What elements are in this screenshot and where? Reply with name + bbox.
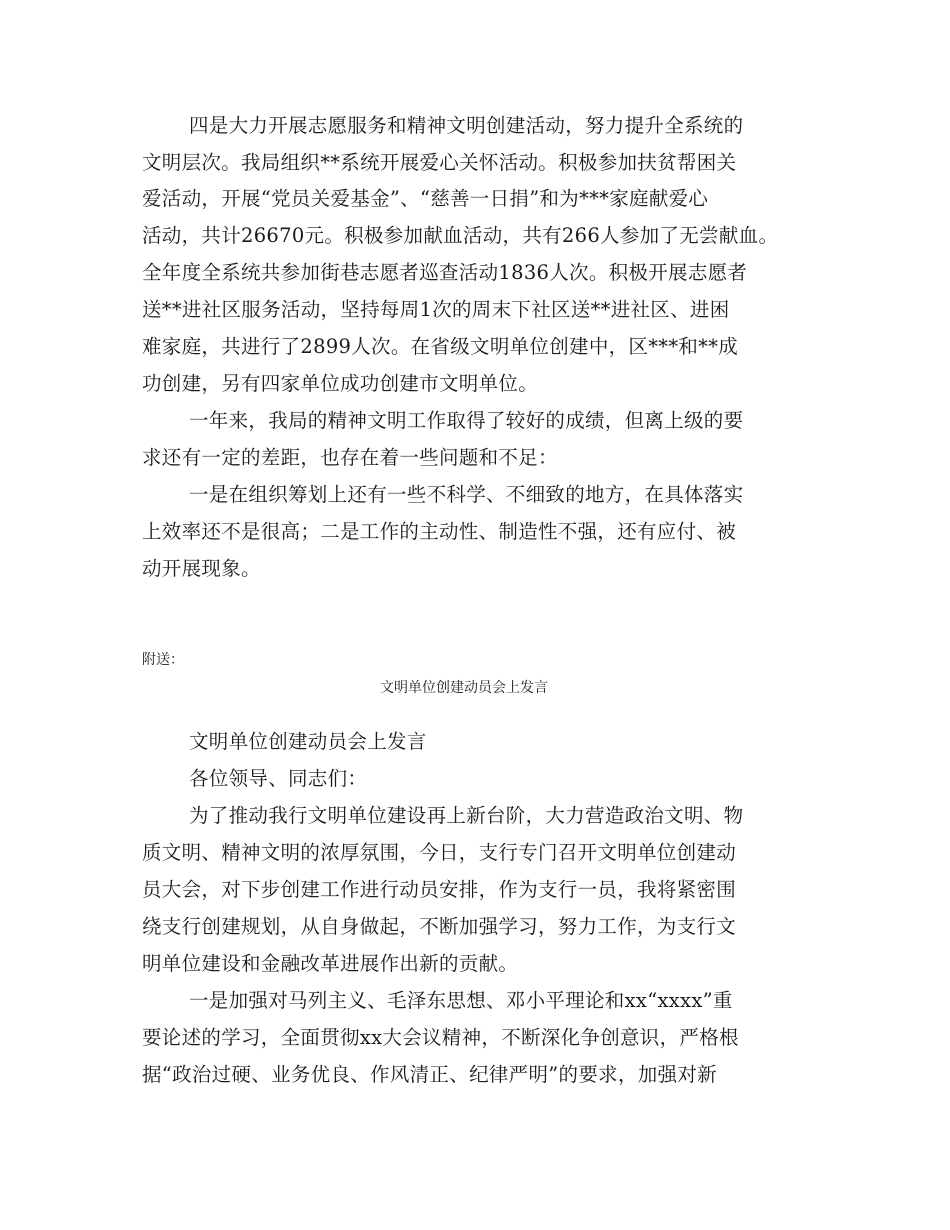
paragraph-line: 绕支行创建规划，从自身做起，不断加强学习，努力工作，为支行文 [142, 915, 737, 938]
paragraph-line: 全年度全系统共参加街巷志愿者巡查活动1836人次。积极开展志愿者 [142, 261, 748, 284]
paragraph-line: 员大会，对下步创建工作进行动员安排，作为支行一员，我将紧密围 [142, 878, 737, 901]
paragraph-line: 一年来，我局的精神文明工作取得了较好的成绩，但离上级的要 [189, 409, 744, 432]
paragraph-line: 文明层次。我局组织**系统开展爱心关怀活动。积极参加扶贫帮困关 [142, 151, 737, 174]
paragraph-line: 上效率还不是很高；二是工作的主动性、制造性不强，还有应付、被 [142, 520, 737, 543]
paragraph-line: 要论述的学习，全面贯彻xx大会议精神，不断深化争创意识，严格根 [142, 1026, 739, 1049]
paragraph-line: 为了推动我行文明单位建设再上新台阶，大力营造政治文明、物 [189, 804, 744, 827]
paragraph-line: 一是在组织筹划上还有一些不科学、不细致的地方，在具体落实 [189, 483, 744, 506]
paragraph-line: 文明单位创建动员会上发言 [189, 730, 427, 753]
paragraph-line: 送**进社区服务活动，坚持每周1次的周末下社区送**进社区、进困 [142, 298, 730, 321]
paragraph-line: 功创建，另有四家单位成功创建市文明单位。 [142, 372, 539, 395]
paragraph-line: 明单位建设和金融改革进展作出新的贡献。 [142, 952, 519, 975]
paragraph-line: 动开展现象。 [142, 557, 261, 580]
attachment-label: 附送： [142, 652, 184, 668]
paragraph-line: 据“政治过硬、业务优良、作风清正、纪律严明”的要求，加强对新 [142, 1063, 717, 1086]
paragraph-line: 质文明、精神文明的浓厚氛围，今日，支行专门召开文明单位创建动 [142, 841, 737, 864]
paragraph-line: 四是大力开展志愿服务和精神文明创建活动，努力提升全系统的 [189, 114, 744, 137]
attachment-subtitle: 文明单位创建动员会上发言 [380, 680, 548, 696]
paragraph-line: 求还有一定的差距，也存在着一些问题和不足： [142, 446, 558, 469]
paragraph-line: 难家庭，共进行了2899人次。在省级文明单位创建中，区***和**成 [142, 335, 739, 358]
paragraph-line: 各位领导、同志们： [189, 767, 368, 790]
paragraph-line: 爱活动，开展“党员关爱基金”、“慈善一日捐”和为***家庭献爱心 [142, 187, 709, 210]
paragraph-line: 一是加强对马列主义、毛泽东思想、邓小平理论和xx“xxxx”重 [189, 989, 733, 1012]
paragraph-line: 活动，共计26670元。积极参加献血活动，共有266人参加了无尝献血。 [142, 224, 779, 247]
